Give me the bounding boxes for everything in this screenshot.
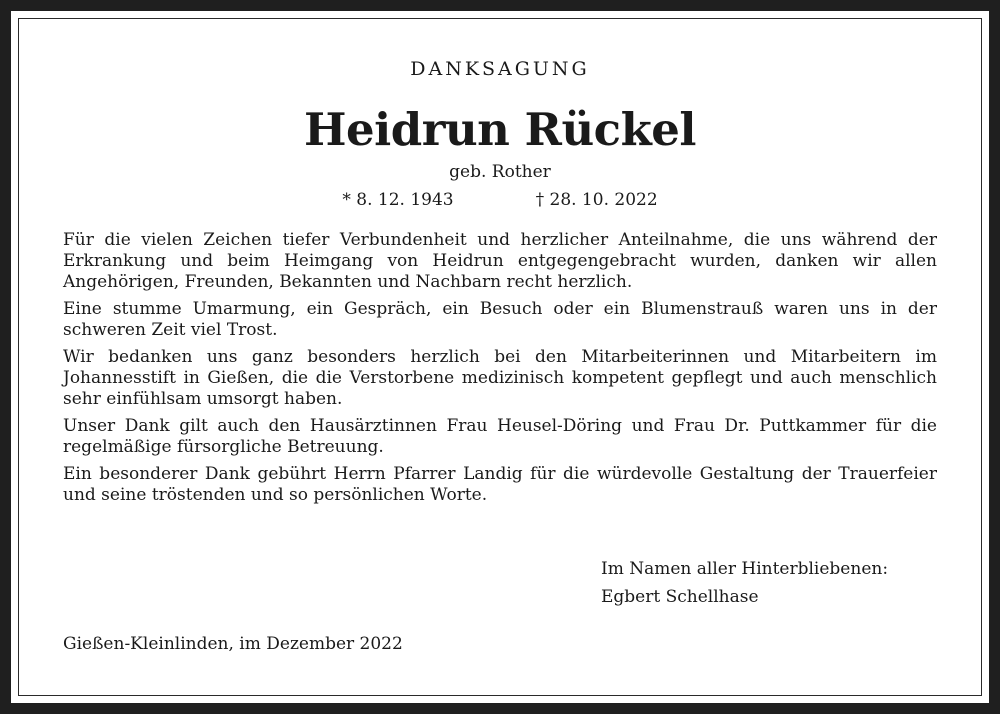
signatory-name: Egbert Schellhase: [601, 587, 759, 607]
thanks-text: [63, 230, 937, 512]
maiden-name: geb. Rother: [449, 162, 551, 182]
paragraph: Wir bedanken uns ganz besonders herzlich bei den Mitarbeiterinnen und Mitarbeitern im Johannesstift in Gießen, die die Verstorbene medizinisch kompetent gepflegt und auch menschlich sehr einfühlsam umsorgt haben.: [63, 347, 937, 409]
signature-intro: Im Namen aller Hinterbliebenen:: [601, 559, 889, 579]
death-date: † 28. 10. 2022: [535, 190, 658, 210]
birth-date: * 8. 12. 1943: [342, 190, 454, 210]
notice-heading: DANKSAGUNG: [410, 58, 590, 80]
signature-block: [601, 555, 888, 611]
paragraph: Unser Dank gilt auch den Hausärztinnen Frau Heusel-Döring und Frau Dr. Puttkammer für die regelmäßige fürsorgliche Betreuung.: [63, 416, 937, 457]
paragraph: Eine stumme Umarmung, ein Gespräch, ein Besuch oder ein Blumenstrauß waren uns in der schweren Zeit viel Trost.: [63, 299, 937, 340]
deceased-name: Heidrun Rückel: [304, 103, 696, 156]
paragraph: Ein besonderer Dank gebührt Herrn Pfarrer Landig für die würdevolle Gestaltung der Trauerfeier und seine tröstenden und so persönlichen Worte.: [63, 464, 937, 505]
life-dates: [0, 188, 1000, 212]
paragraph: Für die vielen Zeichen tiefer Verbundenheit und herzlicher Anteilnahme, die uns während der Erkrankung und beim Heimgang von Heidrun entgegengebracht wurden, danken wir allen Angehörigen, Freunden, Bekannten und Nachbarn recht herzlich.: [63, 230, 937, 292]
place-and-date: Gießen-Kleinlinden, im Dezember 2022: [63, 634, 403, 654]
